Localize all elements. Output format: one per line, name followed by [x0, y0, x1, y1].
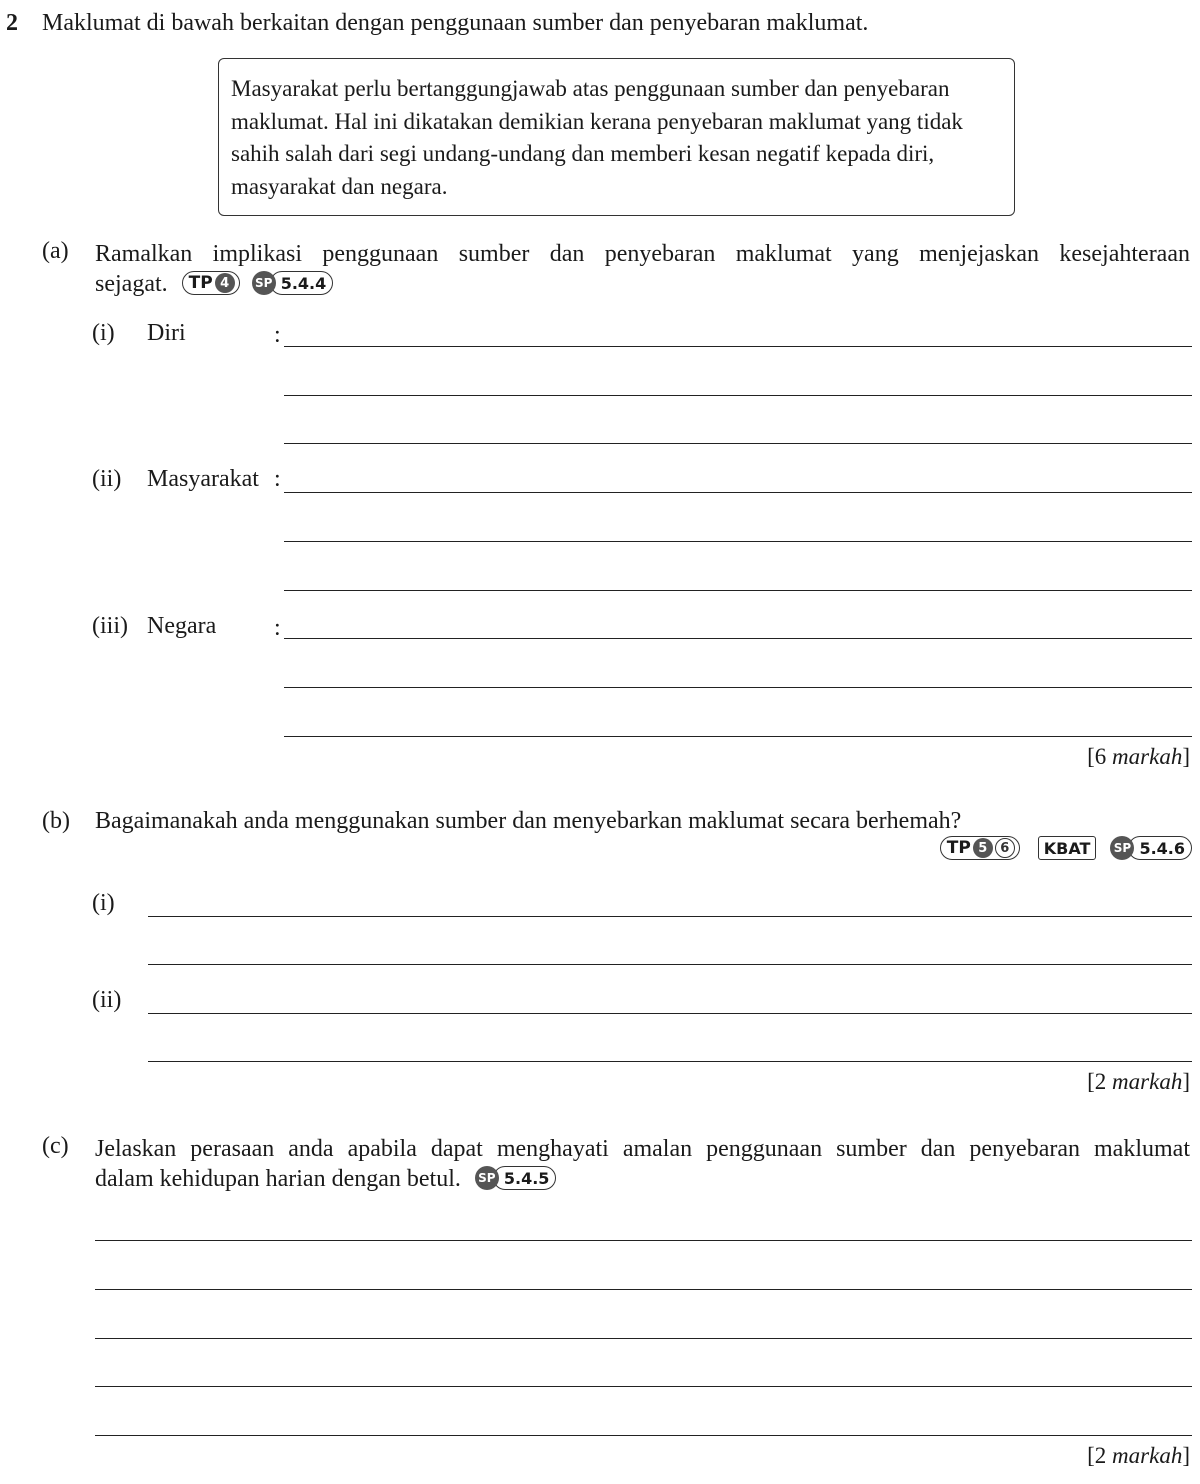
part-a-item-label: (ii)	[92, 466, 122, 492]
sp-badge	[1110, 836, 1192, 860]
part-a-item-label: (i)	[92, 320, 115, 346]
sp-code: 5.4.5	[493, 1166, 557, 1190]
part-a-question-line2	[95, 271, 333, 298]
part-a-question-line1: Ramalkan implikasi penggunaan sumber dan penyebaran maklumat yang menjejaskan kesejahteraan	[95, 241, 1190, 267]
tp-level: 5	[973, 838, 993, 858]
marks-word: markah	[1112, 1443, 1183, 1468]
answer-line[interactable]	[284, 346, 1192, 347]
part-b-item-label: (i)	[92, 890, 115, 916]
part-a-item-colon: :	[274, 466, 281, 492]
part-c-label: (c)	[42, 1133, 69, 1159]
part-a-item-label: (iii)	[92, 613, 128, 639]
marks-word: markah	[1112, 1069, 1183, 1094]
part-b-label: (b)	[42, 808, 70, 834]
info-box-line: sahih salah dari segi undang-undang dan memberi kesan negatif kepada diri,	[231, 141, 935, 166]
marks-number: [2	[1087, 1069, 1113, 1094]
sp-label: SP	[1110, 836, 1134, 860]
answer-line[interactable]	[284, 638, 1192, 639]
sp-badge	[475, 1166, 557, 1190]
info-box-line: Masyarakat perlu bertanggungjawab atas penggunaan sumber dan penyebaran	[231, 76, 950, 101]
kbat-label: KBAT	[1038, 836, 1097, 860]
answer-line[interactable]	[148, 916, 1192, 917]
marks-word: markah	[1112, 744, 1183, 769]
answer-line[interactable]	[95, 1338, 1192, 1339]
sp-code: 5.4.4	[270, 271, 334, 295]
part-a-label: (a)	[42, 238, 69, 264]
part-a-item-name: Diri	[147, 320, 186, 346]
info-box-line: masyarakat dan negara.	[231, 173, 448, 199]
answer-line[interactable]	[284, 443, 1192, 444]
tp-label: TP	[188, 273, 213, 294]
part-b-badges	[940, 836, 1192, 863]
tp-badge	[182, 271, 240, 295]
answer-line[interactable]	[95, 1435, 1192, 1436]
part-b-question: Bagaimanakah anda menggunakan sumber dan menyebarkan maklumat secara berhemah?	[95, 808, 962, 834]
part-a-question-text: sejagat.	[95, 271, 168, 297]
sp-label: SP	[252, 271, 276, 295]
sp-code: 5.4.6	[1128, 836, 1192, 860]
marks-label	[1087, 744, 1190, 770]
answer-line[interactable]	[95, 1289, 1192, 1290]
marks-label	[1087, 1443, 1190, 1469]
answer-line[interactable]	[148, 1013, 1192, 1014]
part-b-item-label: (ii)	[92, 987, 122, 1013]
part-a-item-name: Masyarakat	[147, 466, 259, 492]
answer-line[interactable]	[284, 590, 1192, 591]
marks-number: [2	[1087, 1443, 1113, 1468]
tp-level: 4	[215, 273, 235, 293]
marks-bracket: ]	[1182, 744, 1190, 769]
answer-line[interactable]	[95, 1240, 1192, 1241]
answer-line[interactable]	[284, 492, 1192, 493]
answer-line[interactable]	[284, 541, 1192, 542]
question-stem: Maklumat di bawah berkaitan dengan penggunaan sumber dan penyebaran maklumat.	[42, 10, 869, 36]
tp-pill	[182, 271, 240, 295]
answer-line[interactable]	[284, 395, 1192, 396]
part-a-item-colon: :	[274, 322, 281, 348]
marks-bracket: ]	[1182, 1069, 1190, 1094]
sp-label: SP	[475, 1166, 499, 1190]
part-c-question-line2	[95, 1166, 556, 1193]
question-number: 2	[6, 10, 18, 36]
answer-line[interactable]	[148, 964, 1192, 965]
tp-label: TP	[946, 838, 971, 859]
answer-line[interactable]	[95, 1386, 1192, 1387]
marks-label	[1087, 1069, 1190, 1095]
part-a-item-name: Negara	[147, 613, 217, 639]
sp-badge	[252, 271, 334, 295]
part-a-item-colon: :	[274, 615, 281, 641]
info-box-line: maklumat. Hal ini dikatakan demikian kerana penyebaran maklumat yang tidak	[231, 108, 963, 134]
part-c-question-line1: Jelaskan perasaan anda apabila dapat menghayati amalan penggunaan sumber dan penyebaran maklumat	[95, 1136, 1190, 1162]
answer-line[interactable]	[284, 687, 1192, 688]
part-c-question-text: dalam kehidupan harian dengan betul.	[95, 1166, 461, 1192]
answer-line[interactable]	[148, 1061, 1192, 1062]
kbat-badge	[1038, 836, 1097, 860]
answer-line[interactable]	[284, 736, 1192, 737]
info-box	[218, 58, 1015, 216]
marks-bracket: ]	[1182, 1443, 1190, 1468]
marks-number: [6	[1087, 744, 1113, 769]
tp-level: 6	[995, 838, 1015, 858]
tp-badge	[940, 836, 1020, 860]
tp-pill	[940, 836, 1020, 860]
